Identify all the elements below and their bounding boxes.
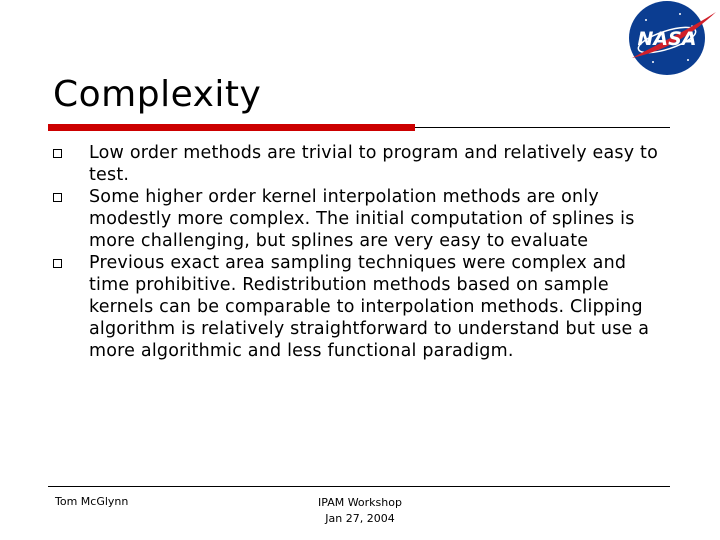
bullet-text: Low order methods are trivial to program and relatively easy to test. — [89, 143, 659, 185]
footer-date: Jan 27, 2004 — [325, 512, 395, 525]
footer-author: Tom McGlynn — [55, 495, 129, 508]
logo-text: NASA — [637, 28, 697, 50]
footer-divider — [48, 486, 670, 487]
square-bullet-icon — [53, 259, 62, 268]
square-bullet-icon — [53, 193, 62, 202]
title-accent-bar — [48, 124, 415, 131]
bullet-item — [50, 142, 670, 186]
bullet-item — [50, 252, 670, 362]
slide-title: Complexity — [53, 74, 262, 115]
footer-event-info — [290, 495, 430, 527]
footer-event: IPAM Workshop — [318, 496, 402, 509]
bullet-list — [50, 142, 670, 362]
bullet-text: Some higher order kernel interpolation methods are only modestly more complex. The initial computation of splines is more challenging, but splines are very easy to evaluate — [89, 187, 635, 251]
bullet-text: Previous exact area sampling techniques were complex and time prohibitive. Redistribution methods based on sample kernels can be comparable to interpolation methods. Clipping algorithm is relatively straightforward to understand but use a more algorithmic and less functional paradigm. — [89, 253, 650, 361]
square-bullet-icon — [53, 149, 62, 158]
bullet-item — [50, 186, 670, 252]
nasa-logo — [618, 0, 720, 78]
